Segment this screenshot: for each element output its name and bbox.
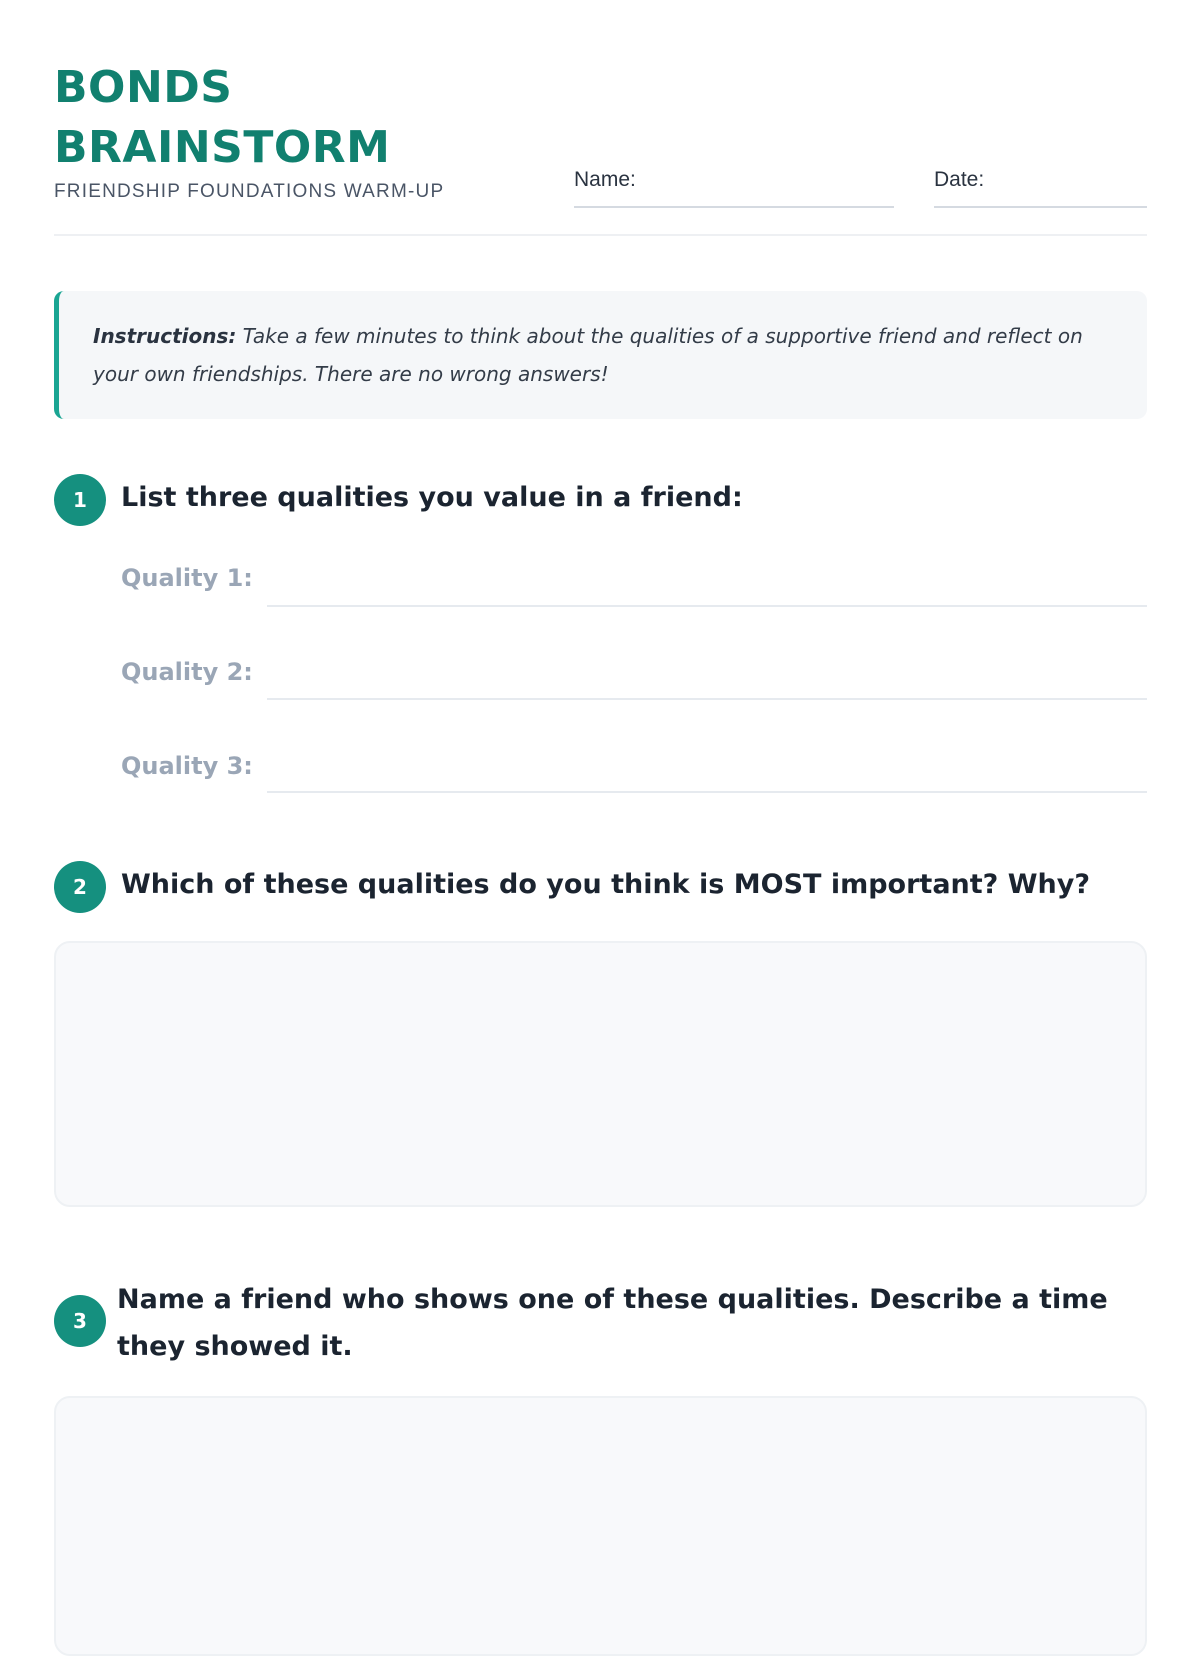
instructions-text: Take a few minutes to think about the qualities of a supportive friend and reflect on your own friendships. There are no wrong answers!: [93, 324, 1083, 386]
header-divider: [54, 234, 1147, 236]
question-1-text: List three qualities you value in a friend:: [121, 482, 743, 513]
quality-3-label: Quality 3:: [121, 752, 253, 780]
question-3-badge: 3: [54, 1295, 106, 1347]
name-label: Name:: [574, 168, 636, 191]
title-line-2: BRAINSTORM: [54, 122, 391, 173]
question-3-text: Name a friend who shows one of these qualities. Describe a time they showed it.: [117, 1284, 1108, 1362]
question-2-badge: 2: [54, 861, 106, 913]
quality-1-label: Quality 1:: [121, 564, 253, 592]
instructions-lead: Instructions:: [93, 324, 237, 348]
quality-3-input[interactable]: [267, 791, 1147, 793]
worksheet-title: [54, 58, 474, 178]
worksheet-subtitle: FRIENDSHIP FOUNDATIONS WARM-UP: [54, 181, 445, 202]
date-label: Date:: [934, 168, 985, 191]
question-1-badge: 1: [54, 474, 106, 526]
instructions-box: [54, 291, 1147, 419]
question-3-answer-box[interactable]: [54, 1396, 1147, 1656]
quality-1-input[interactable]: [267, 605, 1147, 607]
date-field[interactable]: [934, 168, 1147, 208]
question-2-text: Which of these qualities do you think is MOST important? Why?: [121, 869, 1091, 900]
title-line-1: BONDS: [54, 62, 233, 113]
name-field[interactable]: [574, 168, 894, 208]
question-2-answer-box[interactable]: [54, 941, 1147, 1207]
quality-2-label: Quality 2:: [121, 658, 253, 686]
quality-2-input[interactable]: [267, 698, 1147, 700]
worksheet-page: [54, 0, 1147, 1600]
